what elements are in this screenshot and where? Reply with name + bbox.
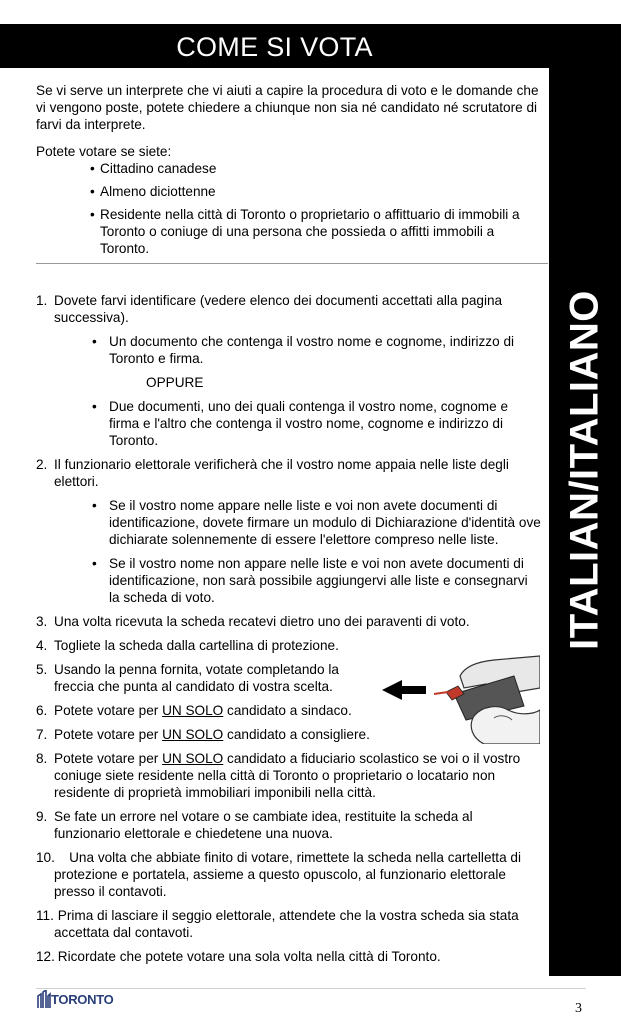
step-text: Potete votare per UN SOLO candidato a consigliere. <box>54 727 370 742</box>
side-language-label: ITALIAN/ITALIANO <box>562 290 607 650</box>
step-text: Togliete la scheda dalla cartellina di protezione. <box>54 638 339 653</box>
step-text: Ricordate che potete votare una sola volta nella città di Toronto. <box>57 949 441 964</box>
step-item <box>36 637 364 654</box>
step-text: Prima di lasciare il seggio elettorale, attendete che la vostra scheda sia stata accettata dal contavoti. <box>54 908 519 940</box>
step-text: Il funzionario elettorale verificherà che il vostro nome appaia nelle liste degli elettori. <box>54 457 509 489</box>
step-text: Potete votare per UN SOLO candidato a sindaco. <box>54 703 352 718</box>
intro-paragraph: Se vi serve un interprete che vi aiuti a capire la procedura di voto e le domande che vi vengono poste, potete chiedere a chiunque non sia né candidato né scrutatore di farvi da interprete. <box>36 83 539 132</box>
step-item <box>36 750 541 801</box>
step-item <box>36 292 541 449</box>
step-text: Dovete farvi identificare (vedere elenco dei documenti accettati alla pagina successiva). <box>54 293 503 325</box>
eligibility-item: • Residente nella città di Toronto o proprietario o affittuario di immobili a Toronto o coniuge di una persona che possieda o affitti immobili a Toronto. <box>90 206 541 257</box>
step-subitem <box>54 398 541 449</box>
intro-section <box>36 82 541 257</box>
page-title: COME SI VOTA <box>176 32 373 62</box>
step-item <box>36 948 541 965</box>
step-text: Una volta ricevuta la scheda recatevi dietro uno dei paraventi di voto. <box>54 614 470 629</box>
step-subitem-text: Un documento che contenga il vostro nome e cognome, indirizzo di Toronto e firma. <box>109 334 515 366</box>
step-subitem-text: Se il vostro nome non appare nelle liste e voi non avete documenti di identificazione, non sarà possibile aggiungervi alle liste e consegnarvi la scheda di voto. <box>109 556 528 605</box>
step-number: 6. <box>36 703 48 718</box>
footer-divider <box>36 988 586 989</box>
step-item <box>36 808 541 842</box>
step-text: Una volta che abbiate finito di votare, rimettete la scheda nella cartelletta di protezione e portatela, assieme a questo opuscolo, al funzionario elettorale presso il contavoti. <box>54 850 521 899</box>
step-item <box>36 613 541 630</box>
page-number: 3 <box>575 1001 582 1016</box>
step-number: 7. <box>36 727 48 742</box>
eligibility-list <box>36 160 541 257</box>
voting-steps <box>36 292 541 972</box>
step-number: 2. <box>36 457 48 472</box>
step-text: Potete votare per UN SOLO candidato a fiduciario scolastico se voi o il vostro coniuge siete residente nella città di Toronto o proprietario o locatario non residente di proprietà immobiliari imponibili nella città. <box>54 751 521 800</box>
step-subitem <box>54 555 541 606</box>
step-item <box>36 849 541 900</box>
step-item <box>36 661 364 695</box>
step-text: Usando la penna fornita, votate completando la freccia che punta al candidato di vostra scelta. <box>54 662 339 694</box>
step-item <box>36 702 364 719</box>
section-divider <box>36 263 548 264</box>
step-number: 9. <box>36 809 48 824</box>
step-number: 4. <box>36 638 48 653</box>
eligibility-item: • Cittadino canadese <box>90 160 541 177</box>
step-number: 5. <box>36 662 48 677</box>
step-subitem <box>54 497 541 548</box>
step-number: 1. <box>36 293 48 308</box>
bullet-icon: • <box>92 498 97 513</box>
step-subitem-text: Due documenti, uno dei quali contenga il vostro nome, cognome e firma e l'altro che contenga il vostro nome, cognome e indirizzo di Toronto. <box>109 399 508 448</box>
bullet-icon: • <box>92 556 97 571</box>
step-subitem <box>54 333 541 367</box>
bullet-icon: • <box>92 399 97 414</box>
step-item <box>36 907 541 941</box>
hand-marking-ballot-illustration <box>374 654 540 744</box>
step-number: 12. <box>36 949 55 964</box>
step-text: Se fate un errore nel votare o se cambiate idea, restituite la scheda al funzionario elettorale e chiedetene una nuova. <box>54 809 473 841</box>
eligibility-lead: Potete votare se siete: <box>36 144 172 159</box>
step-number: 10. <box>36 850 55 865</box>
or-label: OPPURE <box>146 375 204 390</box>
step-item <box>36 456 541 606</box>
step-number: 3. <box>36 614 48 629</box>
eligibility-item: • Almeno diciottenne <box>90 183 541 200</box>
step-number: 8. <box>36 751 48 766</box>
bullet-icon: • <box>92 334 97 349</box>
step-subitem-text: Se il vostro nome appare nelle liste e voi non avete documenti di identificazione, dovete firmare un modulo di Dichiarazione d'identità ove dichiarate solennemente di essere l'elettore compreso nelle liste. <box>109 498 541 547</box>
step-number: 11. <box>36 908 54 923</box>
toronto-logo-text: TORONTO <box>51 992 114 1007</box>
